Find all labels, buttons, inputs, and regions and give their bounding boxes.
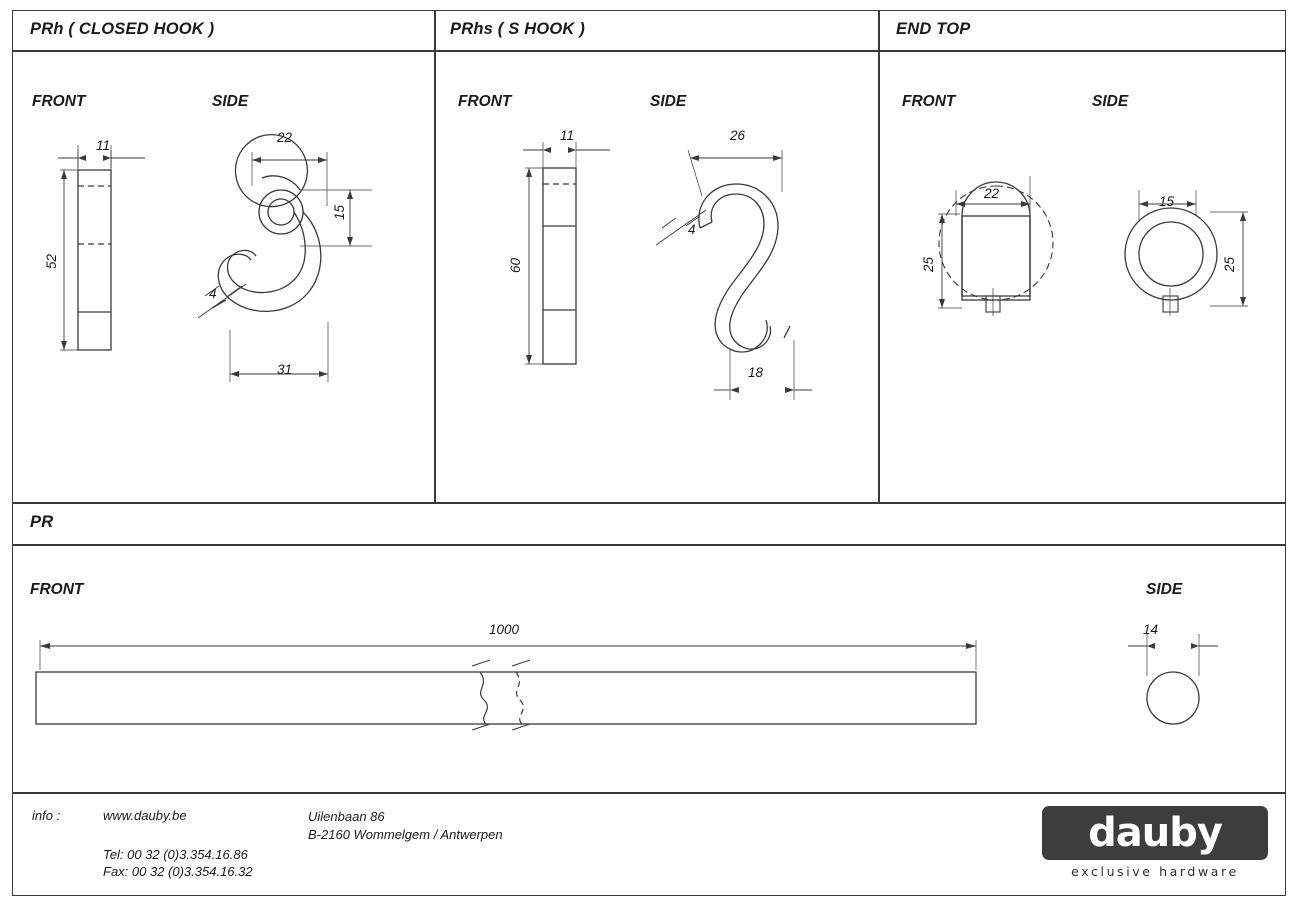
dauby-logo: [1042, 806, 1268, 860]
divider-pr-title: [12, 544, 1286, 546]
panel-title-pr: PR: [30, 513, 54, 531]
footer-tel: Tel: 00 32 (0)3.354.16.86: [103, 847, 248, 862]
view-label-endtop-side: SIDE: [1092, 93, 1129, 110]
dim-prh-front-height: 52: [44, 253, 60, 270]
dim-prh-side-bar: 4: [209, 286, 217, 301]
view-label-pr-side: SIDE: [1146, 581, 1183, 598]
dim-endtop-front-width: 22: [984, 186, 1000, 201]
footer-info-label: info :: [32, 808, 61, 823]
view-label-endtop-front: FRONT: [902, 93, 956, 110]
divider-col-1: [434, 10, 436, 502]
view-label-prh-front: FRONT: [32, 93, 86, 110]
view-label-prh-side: SIDE: [212, 93, 249, 110]
footer-address-line1: Uilenbaan 86: [308, 809, 385, 824]
divider-footer: [12, 792, 1286, 794]
dim-prhs-side-bar: 4: [688, 222, 696, 237]
divider-col-2: [878, 10, 880, 502]
dim-prh-side-width: 22: [277, 130, 293, 145]
panel-title-endtop: END TOP: [896, 20, 971, 38]
dim-pr-side-diameter: 14: [1143, 622, 1159, 637]
logo-wordmark: dauby: [1088, 810, 1222, 856]
divider-panels-bottom: [12, 502, 1286, 504]
dim-prhs-front-width: 11: [560, 128, 575, 143]
panel-title-prh: PRh ( CLOSED HOOK ): [30, 20, 215, 38]
dim-prh-side-hook-inner: 15: [332, 204, 348, 221]
dim-prh-side-length: 31: [277, 362, 293, 377]
dim-prhs-front-height: 60: [508, 257, 524, 274]
dim-endtop-side-width: 15: [1159, 194, 1175, 209]
dim-prh-front-width: 11: [96, 138, 111, 153]
dim-prhs-side-length: 18: [748, 365, 764, 380]
dim-pr-front-length: 1000: [489, 622, 520, 637]
dim-prhs-side-width: 26: [730, 128, 746, 143]
sheet-border: [12, 10, 1286, 896]
view-label-pr-front: FRONT: [30, 581, 84, 598]
panel-title-prhs: PRhs ( S HOOK ): [450, 20, 586, 38]
logo-tagline: exclusive hardware: [1071, 864, 1239, 879]
footer-fax: Fax: 00 32 (0)3.354.16.32: [103, 864, 253, 879]
dim-endtop-side-height: 25: [1222, 256, 1238, 273]
footer-website[interactable]: www.dauby.be: [103, 808, 187, 823]
view-label-prhs-front: FRONT: [458, 93, 512, 110]
dim-endtop-front-height: 25: [921, 256, 937, 273]
footer-address-line2: B-2160 Wommelgem / Antwerpen: [308, 827, 503, 842]
divider-title-row: [12, 50, 1286, 52]
view-label-prhs-side: SIDE: [650, 93, 687, 110]
